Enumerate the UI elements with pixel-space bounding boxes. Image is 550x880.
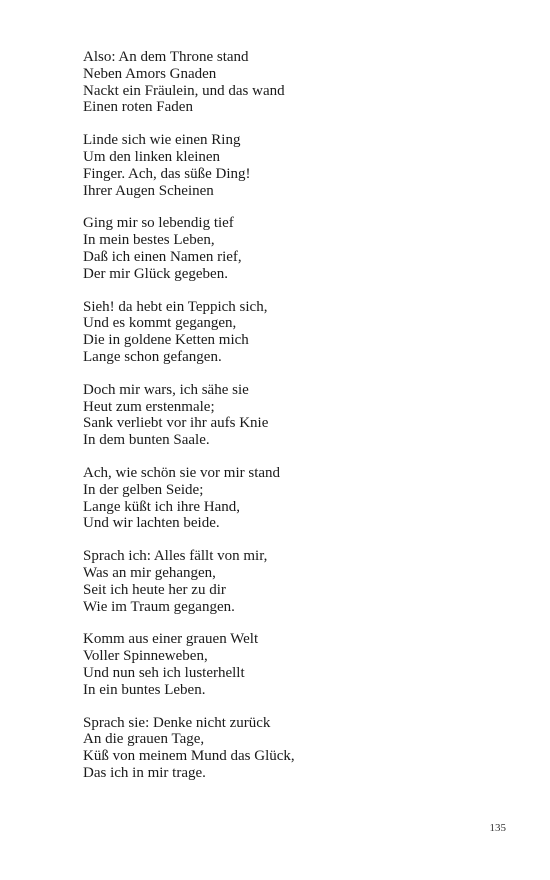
- page-number: 135: [489, 822, 506, 834]
- verse-line: Finger. Ach, das süße Ding!: [83, 165, 251, 182]
- verse-line: Komm aus einer grauen Welt: [83, 631, 259, 648]
- verse-line: An die grauen Tage,: [83, 731, 205, 748]
- verse-line: Sprach ich: Alles fällt von mir,: [83, 548, 268, 565]
- verse-line: Das ich in mir trage.: [83, 764, 206, 781]
- verse-line: Die in goldene Ketten mich: [83, 332, 249, 349]
- verse-line: Heut zum erstenmale;: [83, 398, 215, 415]
- verse-line: Sank verliebt vor ihr aufs Knie: [83, 415, 269, 432]
- verse-line: Lange küßt ich ihre Hand,: [83, 498, 241, 515]
- verse-line: Und wir lachten beide.: [83, 515, 220, 532]
- verse-line: Und nun seh ich lusterhellt: [83, 664, 245, 681]
- verse-line: Seit ich heute her zu dir: [83, 581, 226, 598]
- verse-line: Der mir Glück gegeben.: [83, 265, 228, 282]
- stanza-2: [83, 132, 503, 199]
- stanza-7: [83, 548, 503, 615]
- verse-line: Küß von meinem Mund das Glück,: [83, 748, 295, 765]
- verse-line: Was an mir gehangen,: [83, 564, 216, 581]
- verse-line: Daß ich einen Namen rief,: [83, 248, 242, 265]
- verse-line: Ach, wie schön sie vor mir stand: [83, 464, 281, 481]
- verse-line: Nackt ein Fräulein, und das wand: [83, 82, 285, 99]
- verse-line: Neben Amors Gnaden: [83, 65, 217, 82]
- verse-line: Linde sich wie einen Ring: [83, 132, 241, 149]
- verse-line: In dem bunten Saale.: [83, 432, 210, 449]
- stanza-8: [83, 631, 503, 698]
- verse-line: Doch mir wars, ich sähe sie: [83, 381, 249, 398]
- stanza-4: [83, 299, 503, 366]
- stanza-9: [83, 715, 503, 782]
- verse-line: Um den linken kleinen: [83, 148, 221, 165]
- verse-line: In ein buntes Leben.: [83, 681, 206, 698]
- poem-body: [83, 49, 503, 798]
- verse-line: Ging mir so lebendig tief: [83, 215, 234, 232]
- verse-line: Sprach sie: Denke nicht zurück: [83, 714, 271, 731]
- stanza-3: [83, 215, 503, 282]
- verse-line: Wie im Traum gegangen.: [83, 598, 235, 615]
- verse-line: In der gelben Seide;: [83, 481, 204, 498]
- verse-line: Also: An dem Throne stand: [83, 49, 249, 65]
- stanza-5: [83, 382, 503, 449]
- verse-line: Sieh! da hebt ein Teppich sich,: [83, 298, 268, 315]
- verse-line: In mein bestes Leben,: [83, 232, 215, 249]
- verse-line: Einen roten Faden: [83, 99, 193, 116]
- verse-line: Lange schon gefangen.: [83, 348, 222, 365]
- verse-line: Voller Spinneweben,: [83, 648, 208, 665]
- verse-line: Ihrer Augen Scheinen: [83, 182, 214, 199]
- stanza-6: [83, 465, 503, 532]
- verse-line: Und es kommt gegangen,: [83, 315, 237, 332]
- stanza-1: [83, 49, 503, 116]
